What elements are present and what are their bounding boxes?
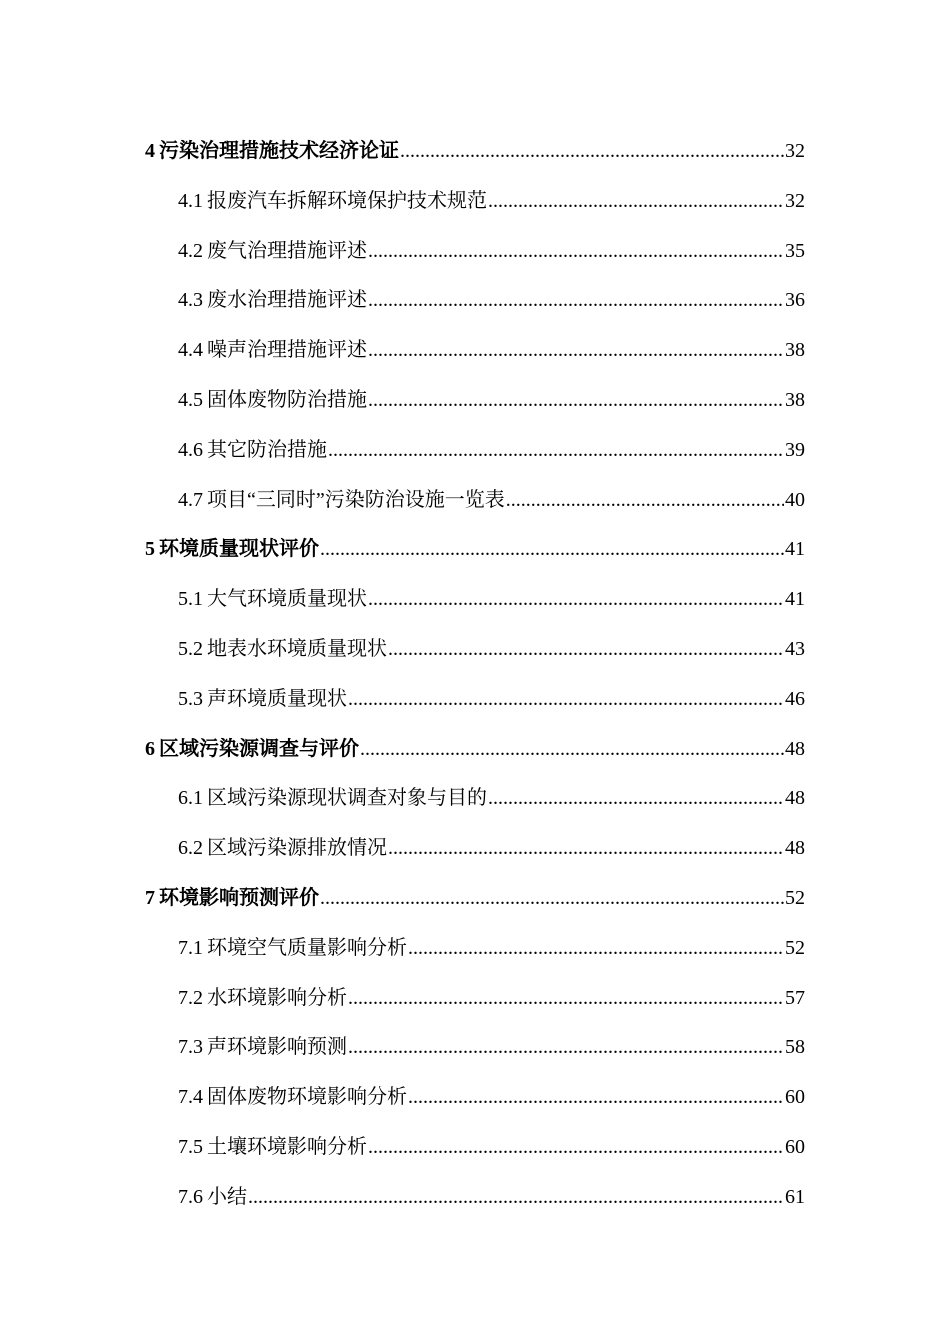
toc-entry-title: 噪声治理措施评述 [207,339,367,362]
dot-leader [368,230,784,272]
toc-entry-number: 4.3 [178,289,203,312]
toc-entry-page-number: 57 [785,986,805,1009]
dot-leader [368,1126,784,1168]
toc-entry-page-number: 32 [785,140,805,162]
toc-entry-number: 4 [145,140,155,162]
toc-entry-section-7-2[interactable] [0,977,950,1027]
toc-entry-page-number: 61 [785,1185,805,1208]
toc-entry-chapter-6[interactable] [0,728,950,778]
toc-entry-page-number: 35 [785,239,805,262]
dot-leader [368,578,784,620]
toc-entry-title: 固体废物防治措施 [207,388,367,411]
toc-entry-page-number: 60 [785,1135,805,1158]
dot-leader [488,180,784,222]
toc-entry-number: 4.7 [178,488,203,511]
toc-entry-title: 环境空气质量影响分析 [207,936,407,959]
toc-entry-section-7-3[interactable] [0,1026,950,1076]
toc-entry-page-number: 60 [785,1086,805,1109]
dot-leader [368,379,784,421]
table-of-contents [0,130,950,1226]
toc-entry-page-number: 41 [785,588,805,611]
toc-entry-number: 4.1 [178,189,203,212]
toc-entry-number: 7.4 [178,1086,203,1109]
toc-entry-page-number: 41 [785,538,805,561]
toc-entry-title: 废水治理措施评述 [207,289,367,312]
toc-entry-number: 4.6 [178,438,203,461]
toc-entry-section-4-2[interactable] [0,230,950,280]
toc-entry-section-7-4[interactable] [0,1076,950,1126]
toc-entry-number: 5.2 [178,637,203,660]
toc-entry-title: 区域污染源现状调查对象与目的 [207,787,487,810]
toc-entry-number: 6 [145,737,155,760]
toc-entry-title: 地表水环境质量现状 [207,637,387,660]
dot-leader [348,678,784,720]
toc-entry-page-number: 38 [785,388,805,411]
dot-leader [348,1026,784,1068]
toc-entry-title: 声环境质量现状 [207,687,347,710]
toc-entry-section-4-5[interactable] [0,379,950,429]
toc-entry-section-7-6[interactable] [0,1176,950,1226]
toc-entry-chapter-7[interactable] [0,877,950,927]
toc-entry-title: 小结 [207,1185,247,1208]
toc-entry-title: 报废汽车拆解环境保护技术规范 [207,189,487,212]
toc-entry-title: 固体废物环境影响分析 [207,1086,407,1109]
toc-entry-title: 区域污染源排放情况 [207,837,387,860]
toc-entry-section-7-1[interactable] [0,927,950,977]
dot-leader [328,429,784,471]
toc-entry-title: 环境质量现状评价 [159,538,319,561]
toc-entry-page-number: 48 [785,787,805,810]
toc-entry-page-number: 38 [785,339,805,362]
dot-leader [360,728,784,770]
toc-entry-chapter-5[interactable] [0,528,950,578]
toc-entry-number: 7.1 [178,936,203,959]
dot-leader [388,628,784,670]
toc-entry-page-number: 40 [785,488,805,511]
dot-leader [348,977,784,1019]
toc-entry-number: 5 [145,538,155,561]
toc-entry-number: 6.2 [178,837,203,860]
toc-entry-title: 其它防治措施 [207,438,327,461]
toc-entry-section-4-6[interactable] [0,429,950,479]
toc-entry-section-6-1[interactable] [0,777,950,827]
toc-entry-section-4-3[interactable] [0,279,950,329]
toc-entry-chapter-4[interactable] [0,130,950,180]
toc-entry-page-number: 43 [785,637,805,660]
toc-entry-page-number: 52 [785,936,805,959]
toc-entry-section-5-2[interactable] [0,628,950,678]
toc-entry-number: 7.2 [178,986,203,1009]
toc-entry-number: 6.1 [178,787,203,810]
toc-entry-section-5-1[interactable] [0,578,950,628]
toc-entry-page-number: 48 [785,737,805,760]
dot-leader [408,1076,784,1118]
toc-entry-page-number: 36 [785,289,805,312]
dot-leader [408,927,784,969]
toc-entry-section-7-5[interactable] [0,1126,950,1176]
dot-leader [248,1176,784,1218]
toc-entry-title: 废气治理措施评述 [207,239,367,262]
toc-entry-number: 4.5 [178,388,203,411]
dot-leader [506,479,784,521]
dot-leader [368,279,784,321]
toc-entry-title: 大气环境质量现状 [207,588,367,611]
toc-entry-number: 7.5 [178,1135,203,1158]
toc-entry-title: 水环境影响分析 [207,986,347,1009]
toc-entry-section-4-1[interactable] [0,180,950,230]
toc-entry-title: 污染治理措施技术经济论证 [159,140,399,162]
toc-entry-number: 4.4 [178,339,203,362]
dot-leader [388,827,784,869]
toc-entry-page-number: 58 [785,1036,805,1059]
toc-entry-number: 7 [145,886,155,909]
toc-entry-section-5-3[interactable] [0,678,950,728]
toc-entry-title: 环境影响预测评价 [159,886,319,909]
dot-leader [368,329,784,371]
toc-entry-title: 区域污染源调查与评价 [159,737,359,760]
dot-leader [400,130,784,172]
toc-entry-number: 5.1 [178,588,203,611]
toc-entry-number: 7.3 [178,1036,203,1059]
toc-entry-section-6-2[interactable] [0,827,950,877]
dot-leader [320,877,784,919]
toc-entry-page-number: 39 [785,438,805,461]
toc-entry-section-4-7[interactable] [0,479,950,529]
toc-entry-title: 项目“三同时”污染防治设施一览表 [207,488,505,511]
toc-entry-title: 土壤环境影响分析 [207,1135,367,1158]
toc-entry-page-number: 32 [785,189,805,212]
toc-entry-section-4-4[interactable] [0,329,950,379]
dot-leader [488,777,784,819]
toc-entry-title: 声环境影响预测 [207,1036,347,1059]
toc-entry-page-number: 46 [785,687,805,710]
dot-leader [320,528,784,570]
toc-entry-number: 5.3 [178,687,203,710]
toc-entry-page-number: 52 [785,886,805,909]
toc-entry-page-number: 48 [785,837,805,860]
toc-entry-number: 7.6 [178,1185,203,1208]
toc-entry-number: 4.2 [178,239,203,262]
